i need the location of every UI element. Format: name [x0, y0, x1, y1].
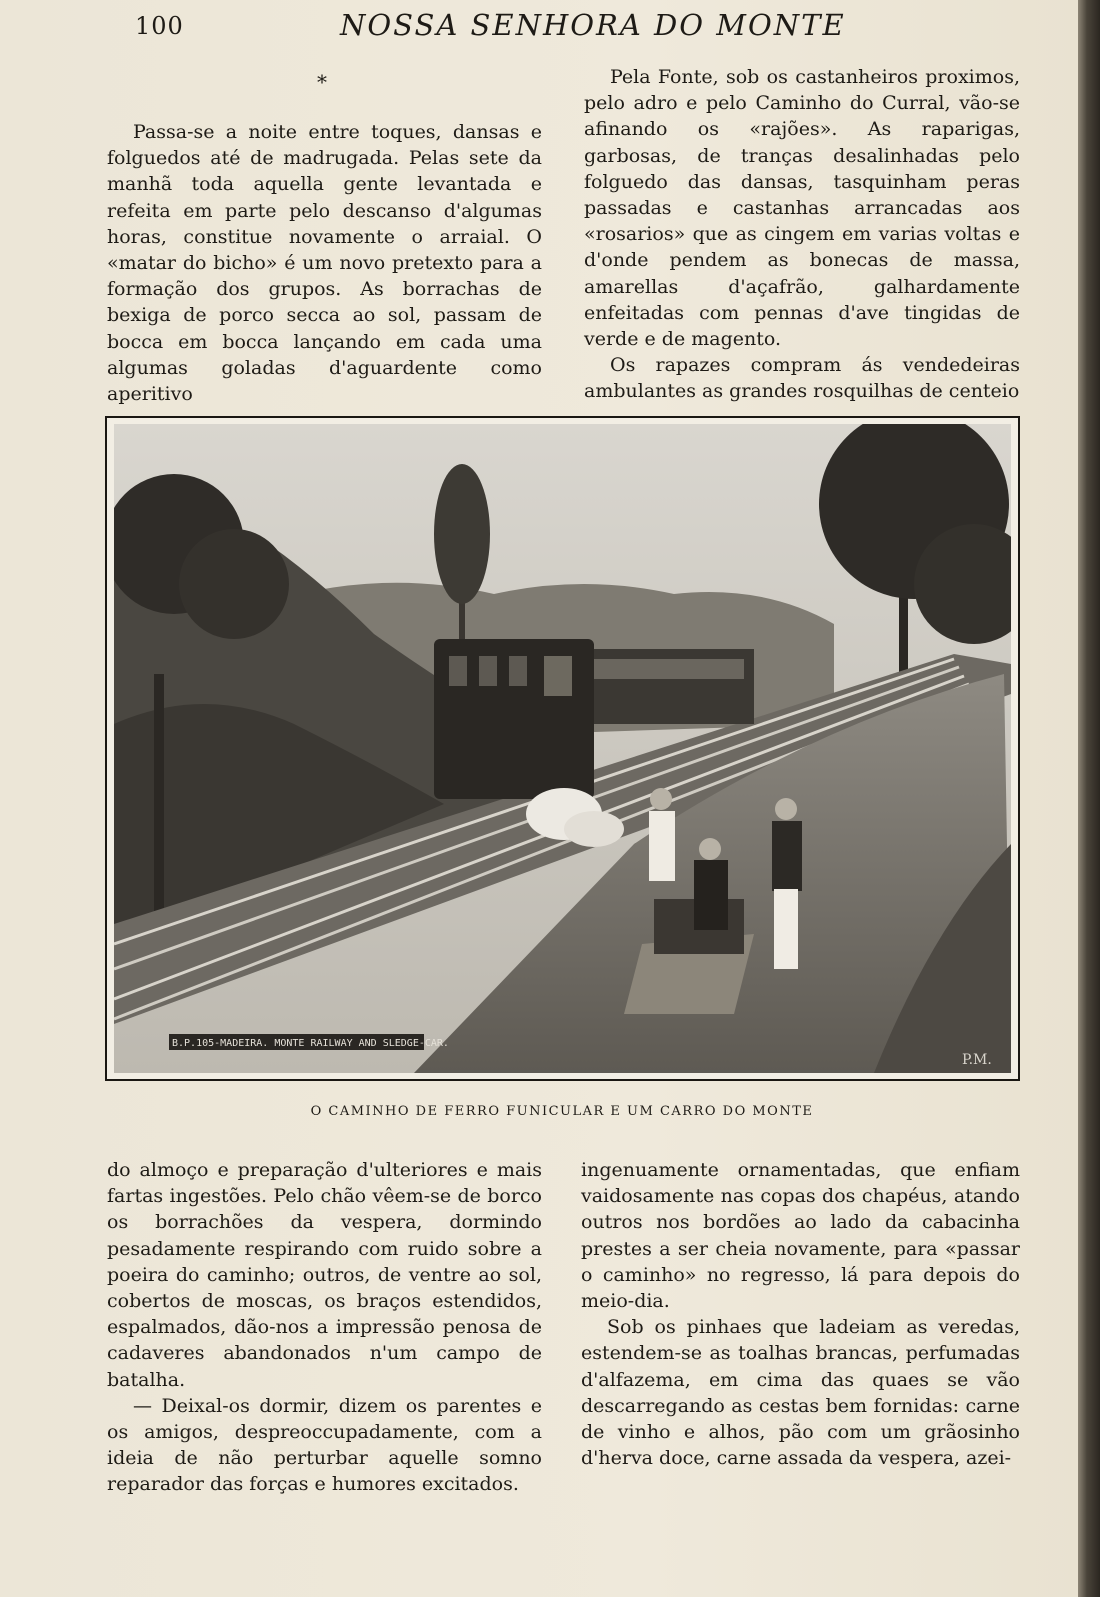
paragraph: Passa-se a noite entre toques, dansas e folguedos até de madrugada. Pelas sete da manhã toda aquella gente levantada e refeita em parte pelo descanso d'algumas horas, constitue novamente o arraial. O «matar do bicho» é um novo pretexto para a formação dos grupos. As borrachas de bexiga de porco secca ao sol, passam de bocca em bocca lançando em cada uma algumas goladas d'aguardente como aperitivo [107, 121, 542, 406]
paragraph: Sob os pinhaes que ladeiam as veredas, estendem-se as toalhas brancas, perfumadas d'alfazema, em cima das quaes se vão descarregando as cestas bem fornidas: carne de vinho e alhos, pão com um grãosinho d'herva doce, carne assada da vespera, azei- [581, 1316, 1020, 1470]
top-right-column [584, 64, 1020, 405]
bottom-right-column [581, 1157, 1020, 1471]
page-header [0, 0, 1080, 60]
paragraph: Os rapazes compram ás vendedeiras ambulantes as grandes rosquilhas de centeio [584, 354, 1020, 403]
plate-label: B.P.105-MADEIRA. MONTE RAILWAY AND SLEDGE-CAR. [172, 1038, 449, 1049]
paragraph: — Deixal-os dormir, dizem os parentes e os amigos, despreoccupadamente, com a ideia de não perturbar aquelle somno reparador das forças e humores excitados. [107, 1394, 542, 1496]
section-asterism: * [317, 70, 327, 94]
photographer-monogram: P.M. [962, 1052, 992, 1068]
page-number: 100 [135, 12, 184, 40]
top-left-column [107, 119, 542, 407]
bottom-left-column [107, 1157, 542, 1498]
funicular-photo [114, 424, 1011, 1073]
photo-frame [105, 416, 1020, 1081]
paragraph: ingenuamente ornamentadas, que enfiam vaidosamente nas copas dos chapéus, atando outros nos bordões ao lado da cabacinha prestes a ser cheia novamente, para «passar o caminho» no regresso, lá para depois do meio-dia. [581, 1159, 1020, 1313]
paragraph: do almoço e preparação d'ulteriores e mais fartas ingestões. Pelo chão vêem-se de borco os borrachões da vespera, dormindo pesadamente respirando com ruido sobre a poeira do caminho; outros, de ventre ao sol, cobertos de moscas, os braços estendidos, espalmados, dão-nos a impressão penosa de cadaveres abandonados n'um campo de batalha. [107, 1159, 542, 1391]
book-spine [1078, 0, 1100, 1597]
running-title: NOSSA SENHORA DO MONTE [340, 8, 846, 42]
paragraph: Pela Fonte, sob os castanheiros proximos, pelo adro e pelo Caminho do Curral, vão-se afinando os «rajões». As raparigas, garbosas, de tranças desalinhadas pelo folguedo das dansas, tasquinham peras passadas e castanhas arrancadas aos «rosarios» que as cingem em varias voltas e d'onde pendem as bonecas de massa, amarellas d'açafrão, galhardamente enfeitadas com pennas d'ave tingidas de verde e de magento. [584, 66, 1020, 351]
figure-caption: O CAMINHO DE FERRO FUNICULAR E UM CARRO DO MONTE [310, 1104, 814, 1119]
